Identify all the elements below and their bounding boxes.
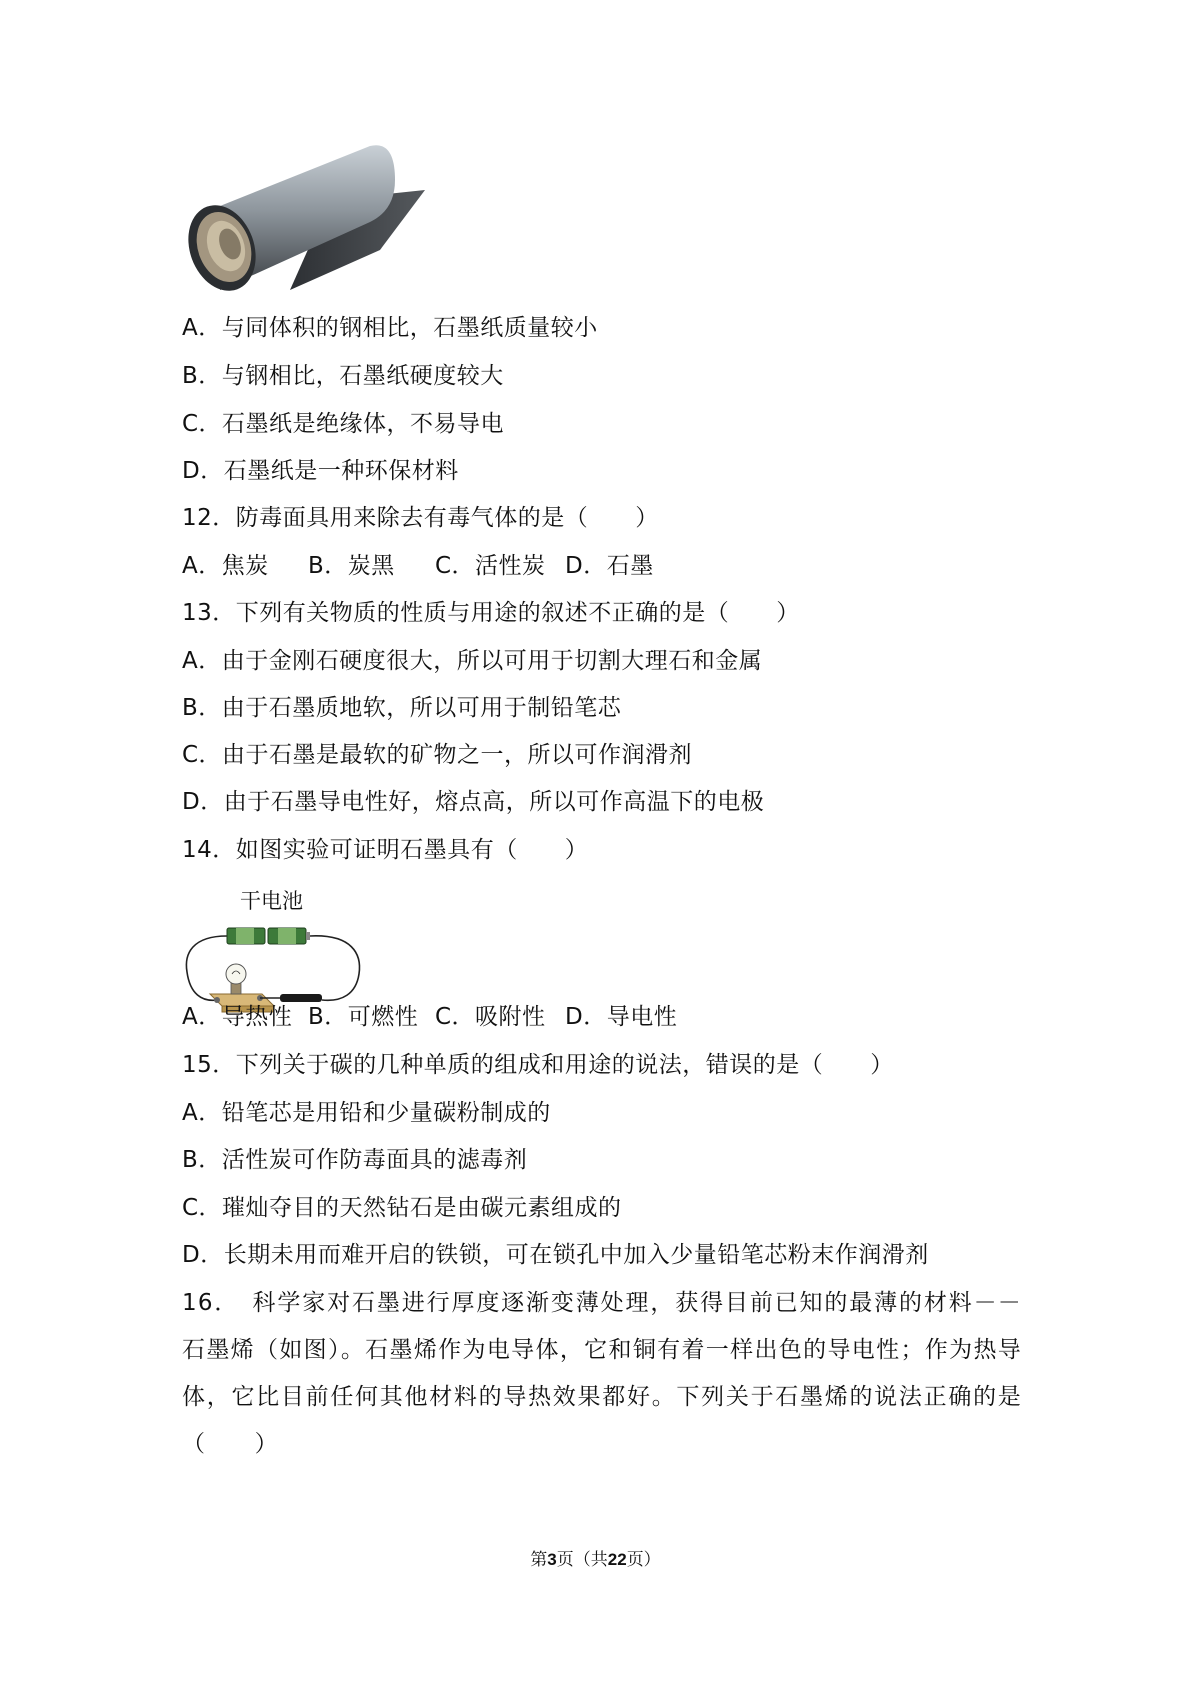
graphite-rod-icon — [280, 994, 322, 1002]
q14-options — [182, 1002, 677, 1032]
page-footer — [0, 1545, 1191, 1570]
q14-option-d: D．导电性 — [565, 1004, 678, 1030]
q14-option-c: C．吸附性 — [435, 1004, 546, 1030]
q13-option-d: D．由于石墨导电性好，熔点高，所以可作高温下的电极 — [182, 789, 765, 815]
q12-option-c: C．活性炭 — [435, 553, 546, 579]
q13-option-b: B．由于石墨质地软，所以可用于制铅笔芯 — [182, 695, 622, 721]
q15-option-b: B．活性炭可作防毒面具的滤毒剂 — [182, 1147, 528, 1173]
q15-option-c: C．璀灿夺目的天然钻石是由碳元素组成的 — [182, 1195, 622, 1221]
footer-middle: 页（共 — [556, 1550, 608, 1570]
battery-icon — [227, 928, 310, 944]
q11-option-c: C．石墨纸是绝缘体，不易导电 — [182, 411, 505, 437]
q14-option-a: A．导热性 — [182, 1004, 293, 1030]
q11-option-a: A．与同体积的钢相比，石墨纸质量较小 — [182, 315, 598, 341]
q15-option-d: D．长期未用而难开启的铁锁，可在锁孔中加入少量铅笔芯粉末作润滑剂 — [182, 1242, 929, 1268]
q13-option-c: C．由于石墨是最软的矿物之一，所以可作润滑剂 — [182, 742, 693, 768]
footer-page-number: 3 — [547, 1550, 557, 1569]
q12-option-b: B．炭黑 — [308, 553, 395, 579]
q15-option-a: A．铅笔芯是用铅和少量碳粉制成的 — [182, 1100, 551, 1126]
q12-option-d: D．石墨 — [565, 553, 654, 579]
light-bulb-icon — [226, 964, 246, 994]
q11-option-d: D．石墨纸是一种环保材料 — [182, 458, 459, 484]
q12-option-a: A．焦炭 — [182, 553, 269, 579]
q13-stem: 13．下列有关物质的性质与用途的叙述不正确的是（ ） — [182, 600, 800, 626]
q14-option-b: B．可燃性 — [308, 1004, 419, 1030]
q14-figure-label: 干电池 — [240, 889, 303, 913]
q14-stem: 14．如图实验可证明石墨具有（ ） — [182, 837, 589, 863]
footer-suffix: 页） — [626, 1550, 661, 1570]
footer-prefix: 第 — [530, 1550, 548, 1570]
q12-stem: 12．防毒面具用来除去有毒气体的是（ ） — [182, 505, 659, 531]
graphite-paper-roll-figure — [180, 140, 440, 300]
q11-option-b: B．与钢相比，石墨纸硬度较大 — [182, 363, 504, 389]
q16-stem: 16． 科学家对石墨进行厚度逐渐变薄处理，获得目前已知的最薄的材料－－石墨烯（如图）。石墨烯作为电导体，它和铜有着一样出色的导电性；作为热导体，它比目前任何其他材料的导热效果都好。下列关于石墨烯的说法正确的是（ ） — [182, 1290, 1022, 1457]
q13-option-a: A．由于金刚石硬度很大，所以可用于切割大理石和金属 — [182, 648, 763, 674]
q15-stem: 15．下列关于碳的几种单质的组成和用途的说法，错误的是（ ） — [182, 1052, 894, 1078]
q12-options — [182, 551, 654, 581]
footer-total-pages: 22 — [607, 1550, 627, 1569]
